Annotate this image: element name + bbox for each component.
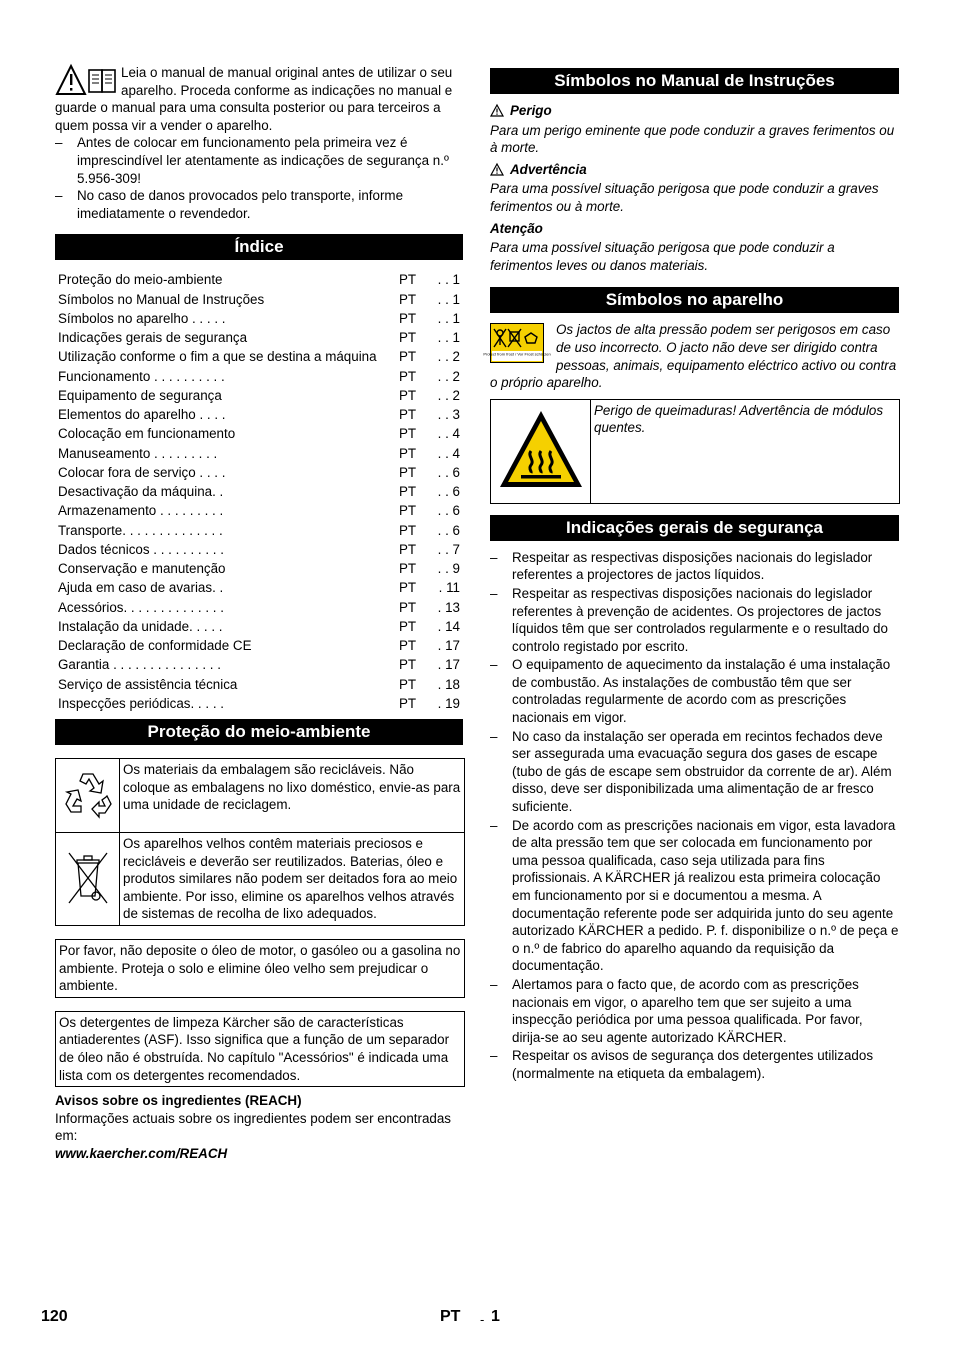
warning-label: Advertência bbox=[510, 161, 587, 177]
toc-row[interactable] bbox=[58, 290, 463, 309]
footer-subpage: 1 bbox=[491, 1308, 500, 1325]
toc-title: Elementos do aparelho . . . . bbox=[58, 407, 226, 423]
read-manual-icon bbox=[55, 64, 119, 96]
toc-row[interactable] bbox=[58, 675, 463, 694]
toc-language: PT bbox=[399, 638, 417, 654]
toc-title: Desactivação da máquina. . bbox=[58, 484, 224, 500]
caution-label: Atenção bbox=[490, 220, 543, 236]
crossed-bin-icon bbox=[66, 848, 110, 906]
toc-page: . . 6 bbox=[437, 503, 460, 519]
toc-title: Colocar fora de serviço . . . . bbox=[58, 464, 226, 480]
recycle-icon bbox=[61, 766, 115, 820]
footer-subpage-prefix: - bbox=[480, 1312, 485, 1327]
toc-row[interactable] bbox=[58, 463, 463, 482]
toc-page: . 13 bbox=[437, 599, 460, 615]
page-number: 120 bbox=[41, 1308, 68, 1325]
toc-language: PT bbox=[399, 368, 417, 384]
toc-page: . . 4 bbox=[437, 426, 460, 442]
toc-page: . 17 bbox=[437, 638, 460, 654]
warning-triangle-icon bbox=[490, 163, 504, 176]
burn-warning-text: Perigo de queimaduras! Advertência de módulos quentes. bbox=[591, 399, 900, 503]
warning-text: Para uma possível situação perigosa que pode conduzir a graves ferimentos ou à morte. bbox=[490, 181, 879, 214]
safety-item: – O equipamento de aquecimento da instalação é uma instalação de combustão. As instalações de combustão têm que ser controladas regularmente de acordo com as prescrições nacionais em vigor. bbox=[490, 656, 899, 726]
safety-item: – No caso da instalação ser operada em recintos fechados deve ser assegurada uma evacuação segura dos gases de escape (tubo de gás de escape sem obstruidor da corrente de ar). Além disso, deve ser disponibilizada uma alimentação de ar fresco suficiente. bbox=[490, 728, 899, 816]
toc-title: Transporte. . . . . . . . . . . . . . bbox=[58, 522, 223, 538]
toc-language: PT bbox=[399, 618, 417, 634]
toc-page: . 17 bbox=[437, 657, 460, 673]
toc-row[interactable] bbox=[58, 328, 463, 347]
toc-row[interactable] bbox=[58, 347, 463, 366]
toc-language: PT bbox=[399, 580, 417, 596]
toc-language: PT bbox=[399, 657, 417, 673]
toc-title: Símbolos no aparelho . . . . . bbox=[58, 310, 226, 326]
safety-heading: Indicações gerais de segurança bbox=[490, 515, 899, 541]
toc-title: Conservação e manutenção bbox=[58, 561, 226, 577]
toc-language: PT bbox=[399, 676, 417, 692]
burn-warning-table bbox=[490, 399, 900, 504]
table-of-contents bbox=[55, 270, 463, 713]
footer-language: PT bbox=[440, 1308, 461, 1325]
safety-item: – Respeitar os avisos de segurança dos detergentes utilizados (normalmente na etiqueta da embalagem). bbox=[490, 1047, 899, 1082]
toc-language: PT bbox=[399, 599, 417, 615]
hot-surface-icon bbox=[497, 407, 585, 491]
left-column bbox=[55, 64, 463, 1163]
toc-page: . . 3 bbox=[437, 407, 460, 423]
intro-bullet: – Antes de colocar em funcionamento pela primeira vez é imprescindível ler atentamente as indicações de segurança n.º 5.956-309! bbox=[55, 134, 463, 187]
jet-warning-block bbox=[483, 321, 899, 391]
danger-label: Perigo bbox=[510, 103, 552, 118]
toc-row[interactable] bbox=[58, 367, 463, 386]
reach-link[interactable]: www.kaercher.com/REACH bbox=[55, 1146, 228, 1161]
toc-title: Garantia . . . . . . . . . . . . . . . bbox=[58, 657, 221, 673]
toc-page: . 18 bbox=[437, 676, 460, 692]
oil-note: Por favor, não deposite o óleo de motor, o gasóleo ou a gasolina no ambiente. Proteja o solo e elimine óleo velho sem prejudicar o ambiente. bbox=[59, 943, 461, 994]
toc-row[interactable] bbox=[58, 559, 463, 578]
symbols-device-heading: Símbolos no aparelho bbox=[490, 287, 899, 313]
toc-row[interactable] bbox=[58, 521, 463, 540]
toc-page: . 11 bbox=[438, 580, 460, 596]
toc-row[interactable] bbox=[58, 309, 463, 328]
right-column bbox=[483, 68, 899, 1083]
toc-title: Utilização conforme o fim a que se destina a máquina bbox=[58, 349, 377, 365]
toc-title: Símbolos no Manual de Instruções bbox=[58, 291, 265, 307]
toc-language: PT bbox=[399, 407, 417, 423]
old-devices-text: Os aparelhos velhos contêm materiais preciosos e recicláveis e deverão ser reutilizados. Baterias, óleo e produtos similares não podem ser deitados fora ao meio ambiente. Por isso, elimine os aparelhos velhos através de sistemas de recolha de lixo adequados. bbox=[120, 833, 465, 926]
toc-title: Armazenamento . . . . . . . . . bbox=[58, 503, 224, 519]
danger-text: Para um perigo eminente que pode conduzir a graves ferimentos ou à morte. bbox=[490, 122, 895, 156]
toc-title: Proteção do meio-ambiente bbox=[58, 272, 223, 288]
toc-row[interactable] bbox=[58, 694, 463, 713]
warning-triangle-icon bbox=[490, 104, 504, 117]
toc-title: Indicações gerais de segurança bbox=[58, 330, 248, 346]
safety-item: – Respeitar as respectivas disposições nacionais do legislador referentes a projectores de jactos líquidos. bbox=[490, 549, 899, 584]
safety-list bbox=[490, 549, 899, 1083]
toc-row[interactable] bbox=[58, 598, 463, 617]
toc-language: PT bbox=[399, 426, 417, 442]
toc-language: PT bbox=[399, 310, 417, 326]
toc-row[interactable] bbox=[58, 386, 463, 405]
toc-page: . . 6 bbox=[437, 522, 460, 538]
toc-title: Ajuda em caso de avarias. . bbox=[58, 580, 224, 596]
toc-page: . 19 bbox=[437, 695, 460, 711]
toc-title: Equipamento de segurança bbox=[58, 387, 222, 403]
intro-bullet: – No caso de danos provocados pelo transporte, informe imediatamente o revendedor. bbox=[55, 187, 463, 222]
reach-title: Avisos sobre os ingredientes (REACH) bbox=[55, 1093, 302, 1109]
toc-page: . . 1 bbox=[437, 291, 460, 307]
toc-title: Instalação da unidade. . . . . bbox=[58, 618, 223, 634]
environment-table bbox=[55, 758, 465, 926]
warning-label-line bbox=[490, 161, 899, 179]
toc-language: PT bbox=[399, 272, 417, 288]
toc-page: . . 4 bbox=[437, 445, 460, 461]
caution-text: Para uma possível situação perigosa que pode conduzir a ferimentos leves ou danos materiais. bbox=[490, 240, 835, 273]
toc-title: Inspecções periódicas. . . . . bbox=[58, 695, 224, 711]
toc-title: Colocação em funcionamento bbox=[58, 426, 236, 442]
intro-text: Leia o manual de manual original antes de utilizar o seu aparelho. Proceda conforme as indicações no manual e guarde o manual para uma consulta posterior ou para terceiros a quem possa vir a vender o aparelho. bbox=[55, 65, 453, 133]
bin-icon-cell bbox=[56, 833, 120, 926]
high-pressure-jet-sticker-icon bbox=[483, 323, 551, 363]
symbols-manual-heading: Símbolos no Manual de Instruções bbox=[490, 68, 899, 94]
toc-language: PT bbox=[399, 503, 417, 519]
toc-page: . . 7 bbox=[437, 541, 460, 557]
toc-page: . . 1 bbox=[437, 330, 460, 346]
toc-row[interactable] bbox=[58, 424, 463, 443]
toc-page: . 14 bbox=[437, 618, 460, 634]
toc-row[interactable] bbox=[58, 444, 463, 463]
toc-page: . . 1 bbox=[437, 272, 460, 288]
toc-language: PT bbox=[399, 522, 417, 538]
toc-page: . . 6 bbox=[437, 484, 460, 500]
toc-language: PT bbox=[399, 541, 417, 557]
environment-heading: Proteção do meio-ambiente bbox=[55, 719, 463, 745]
hot-surface-icon-cell bbox=[491, 399, 591, 503]
intro-block bbox=[55, 64, 463, 222]
safety-item: – De acordo com as prescrições nacionais em vigor, esta lavadora de alta pressão tem que ser colocada em funcionamento por uma pessoa qualificada, caso seja utilizada para fins profissionais. A KÄRCHER já realizou esta primeira colocação em funcionamento por si e documentou a mesma. A documentação referente pode ser adquirida junto do seu agente autorizado KÄRCHER a pedido. P. f. disponibilize o n.º de peça e o n.º de fabrico do aparelho aquando da requisição da documentação. bbox=[490, 817, 899, 975]
toc-row[interactable] bbox=[58, 578, 463, 597]
toc-language: PT bbox=[399, 349, 417, 365]
toc-language: PT bbox=[399, 561, 417, 577]
toc-row[interactable] bbox=[58, 405, 463, 424]
toc-row[interactable] bbox=[58, 636, 463, 655]
toc-page: . . 2 bbox=[437, 368, 460, 384]
toc-language: PT bbox=[399, 291, 417, 307]
toc-language: PT bbox=[399, 330, 417, 346]
toc-title: Dados técnicos . . . . . . . . . . bbox=[58, 541, 224, 557]
toc-page: . . 2 bbox=[437, 349, 460, 365]
safety-item: – Alertamos para o facto que, de acordo com as prescrições nacionais em vigor, o aparelho tem que ser sujeito a uma inspecção periódica por uma pessoa qualificada. Por favor, dirija-se ao seu agente autorizado KÄRCHER. bbox=[490, 976, 899, 1046]
toc-page: . . 6 bbox=[437, 464, 460, 480]
toc-language: PT bbox=[399, 387, 417, 403]
toc-row[interactable] bbox=[58, 617, 463, 636]
sticker-text: Protect from frost / Vor Frost schützen bbox=[483, 351, 551, 357]
toc-title: Acessórios. . . . . . . . . . . . . . bbox=[58, 599, 224, 615]
toc-title: Funcionamento . . . . . . . . . . bbox=[58, 368, 225, 384]
detergent-note: Os detergentes de limpeza Kärcher são de características antiaderentes (ASF). Isso significa que a função de um separador de óleo não é obstruída. No capítulo "Acessórios" é indicada uma lista com os detergentes recomendados. bbox=[59, 1014, 450, 1083]
intro-icons bbox=[55, 64, 121, 98]
toc-language: PT bbox=[399, 484, 417, 500]
jet-warning-text: Os jactos de alta pressão podem ser perigosos em caso de uso incorrecto. O jacto não deve ser dirigido contra pessoas, animais, equipamento eléctrico activo ou contra o próprio aparelho. bbox=[490, 322, 897, 391]
toc-row[interactable] bbox=[58, 540, 463, 559]
toc-row[interactable] bbox=[58, 482, 463, 501]
toc-title: Declaração de conformidade CE bbox=[58, 638, 252, 654]
toc-title: Serviço de assistência técnica bbox=[58, 676, 238, 692]
oil-note-box bbox=[55, 939, 465, 998]
recycle-icon-cell bbox=[56, 759, 120, 833]
index-heading: Índice bbox=[55, 234, 463, 260]
jet-sticker bbox=[483, 323, 551, 363]
danger-label-line bbox=[490, 102, 899, 120]
toc-language: PT bbox=[399, 695, 417, 711]
toc-language: PT bbox=[399, 464, 417, 480]
detergent-note-box bbox=[55, 1011, 465, 1087]
safety-item: – Respeitar as respectivas disposições nacionais do legislador referentes à prevenção de acidentes. Os projectores de jactos líquidos têm que ser controlados regularmente e o resultado do controlo registado por escrito. bbox=[490, 585, 899, 655]
toc-row[interactable] bbox=[58, 270, 463, 289]
toc-language: PT bbox=[399, 445, 417, 461]
toc-row[interactable] bbox=[58, 501, 463, 520]
toc-page: . . 1 bbox=[437, 310, 460, 326]
toc-title: Manuseamento . . . . . . . . . bbox=[58, 445, 218, 461]
recycle-text: Os materiais da embalagem são recicláveis. Não coloque as embalagens no lixo doméstico, envie-as para uma unidade de reciclagem. bbox=[120, 759, 465, 833]
toc-row[interactable] bbox=[58, 655, 463, 674]
reach-text: Informações actuais sobre os ingredientes podem ser encontradas em: bbox=[55, 1110, 451, 1144]
toc-page: . . 2 bbox=[437, 387, 460, 403]
toc-page: . . 9 bbox=[437, 561, 460, 577]
